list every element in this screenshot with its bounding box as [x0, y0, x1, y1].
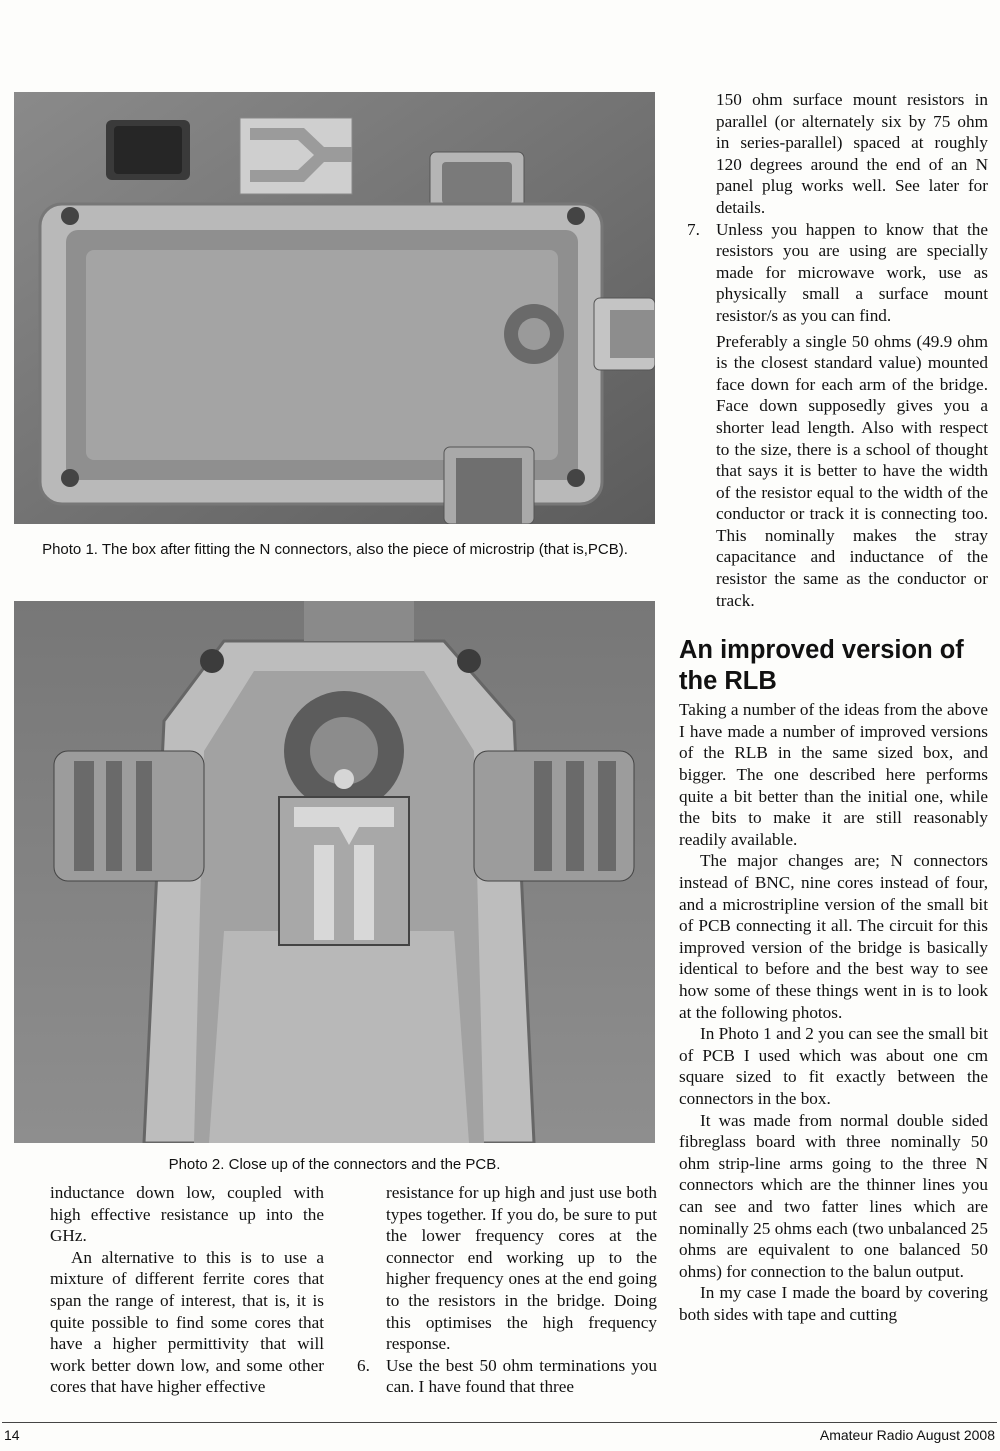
right-paragraph-4: It was made from normal double sided fibreglass board with three nominally 50 ohm strip-line arms going to the three N connectors which are the thinner lines you can see and two fatter lines which are nominally 25 ohms each (two unbalanced 25 ohms are equivalent to one balanced 50 ohms) for connection to the balun output.: [679, 1110, 988, 1281]
right-paragraph-5: In my case I made the board by covering both sides with tape and cutting: [679, 1283, 988, 1324]
list-item-6-text: Use the best 50 ohm terminations you can. I have found that three: [386, 1355, 657, 1397]
photo-1-caption: Photo 1. The box after fitting the N connectors, also the piece of microstrip (that is,PCB).: [42, 541, 628, 558]
list-number-6: 6.: [357, 1355, 370, 1375]
left-paragraph-1: inductance down low, coupled with high effective resistance up into the GHz.: [50, 1183, 324, 1246]
right-paragraph-2: The major changes are; N connectors instead of BNC, nine cores instead of four, and a microstripline version of the small bit of PCB connecting it all. The circuit for this improved version of the bridge is basically identical to before and the best way to see how some of these things went in is to look at the following photos.: [679, 851, 988, 1022]
list-item-7: [679, 219, 988, 327]
footer-rule: [2, 1422, 997, 1423]
photo-2-caption: Photo 2. Close up of the connectors and the PCB.: [168, 1156, 501, 1173]
right-column: [679, 89, 988, 1325]
page-number: 14: [4, 1427, 20, 1443]
list-item-7-text: Unless you happen to know that the resistors you are using are specially made for microwave work, use as physically small a surface mount resistor/s as you can find.: [716, 219, 988, 325]
middle-column: [349, 1182, 657, 1398]
section-heading: An improved version of the RLB: [679, 636, 964, 696]
right-paragraph-1: Taking a number of the ideas from the above I have made a number of improved versions of the RLB in the same sized box, and bigger. The one described here performs quite a bit better than the initial one, while the bits to make it are still reasonably readily available.: [679, 700, 988, 849]
middle-paragraph-1: resistance for up high and just use both types together. If you do, be sure to put the lower frequency cores at the connector end working up to the higher frequency ones at the end going to the resistors in the bridge. Doing this optimises the high frequency response.: [386, 1183, 657, 1354]
photo-2: [14, 601, 655, 1143]
list-number-7: 7.: [687, 219, 700, 239]
right-continuation: 150 ohm surface mount resistors in parallel (or alternately six by 75 ohm in series-parallel) spaced at roughly 120 degrees around the end of an N panel plug works well. See later for details.: [716, 90, 988, 217]
right-paragraph-3: In Photo 1 and 2 you can see the small bit of PCB I used which was about one cm square sized to fit exactly between the connectors in the box.: [679, 1024, 988, 1108]
photo-1: [14, 92, 655, 524]
left-paragraph-2: An alternative to this is to use a mixture of different ferrite cores that span the range of interest, that is, it is quite possible to find some cores that have a higher permittivity that will work better down low, and some other cores that have higher effective: [50, 1247, 324, 1397]
list-item-7-paragraph-2: Preferably a single 50 ohms (49.9 ohm is the closest standard value) mounted face down for each arm of the bridge. Face down supposedly gives you a shorter lead length. Also with respect to the size, there is a school of thought that says it is better to have the width of the resistor equal to the width of the conductor or track it is connecting too. This nominally makes the stray capacitance and inductance of the resistor the same as the conductor or track.: [716, 331, 988, 610]
publication-footer: Amateur Radio August 2008: [819, 1427, 995, 1443]
left-column: [50, 1182, 324, 1398]
list-item-6: [349, 1355, 657, 1398]
